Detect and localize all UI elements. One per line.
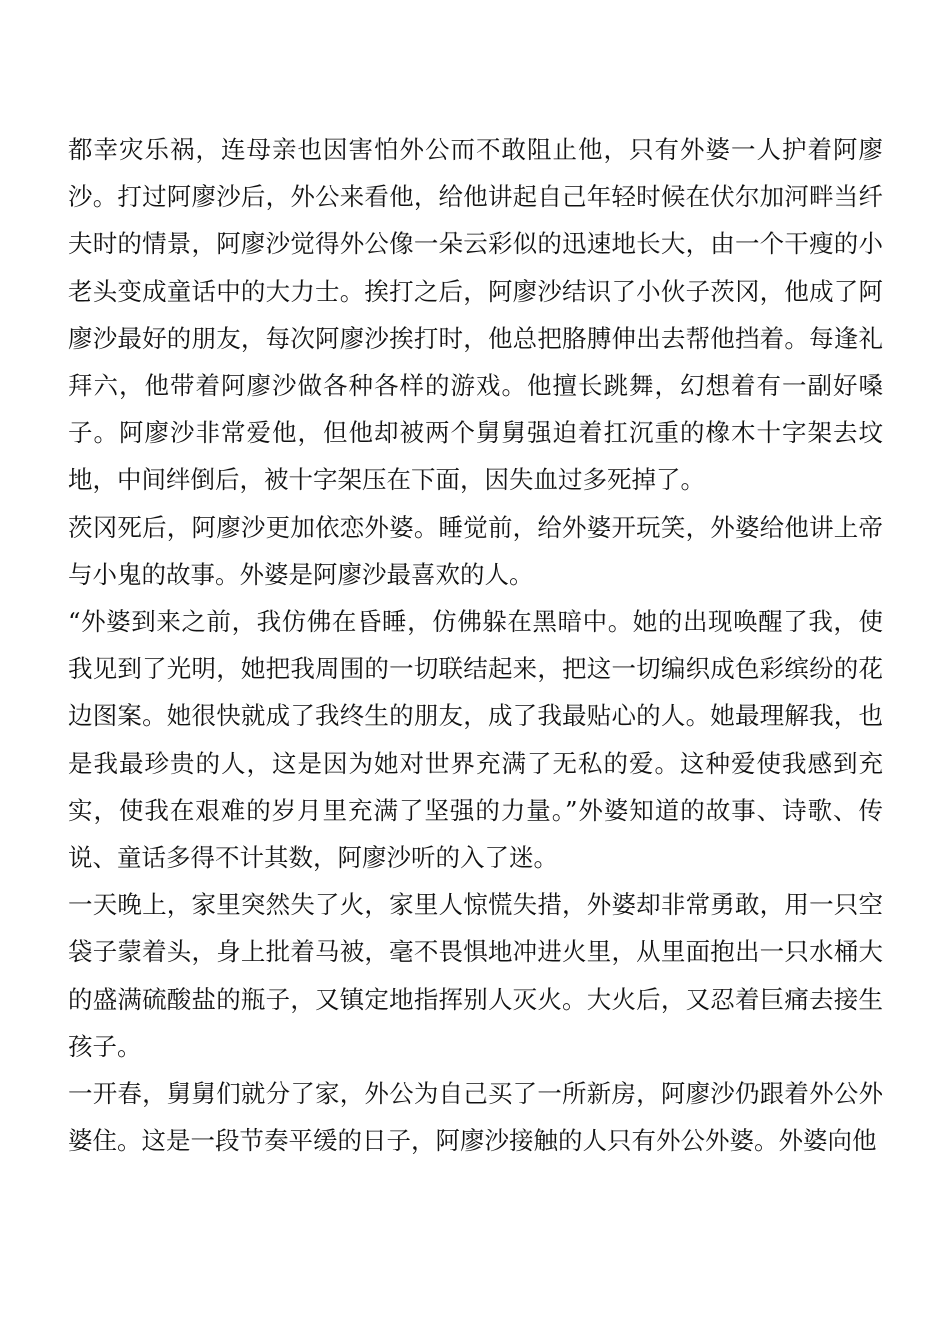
paragraph-1: 都幸灾乐祸，连母亲也因害怕外公而不敢阻止他，只有外婆一人护着阿廖沙。打过阿廖沙后，外公来看他，给他讲起自己年轻时候在伏尔加河畔当纤夫时的情景，阿廖沙觉得外公像一朵云彩似的迅速地长大，由一个干瘦的小老头变成童话中的大力士。挨打之后，阿廖沙结识了小伙子茨冈，他成了阿廖沙最好的朋友，每次阿廖沙挨打时，他总把胳膊伸出去帮他挡着。每逢礼拜六，他带着阿廖沙做各种各样的游戏。他擅长跳舞，幻想着有一副好嗓子。阿廖沙非常爱他，但他却被两个舅舅强迫着扛沉重的橡木十字架去坟地，中间绊倒后，被十字架压在下面，因失血过多死掉了。: [68, 135, 883, 495]
document-body: [68, 126, 883, 1164]
paragraph-3: “外婆到来之前，我仿佛在昏睡，仿佛躲在黑暗中。她的出现唤醒了我，使我见到了光明，她把我周围的一切联结起来，把这一切编织成色彩缤纷的花边图案。她很快就成了我终生的朋友，成了我最贴心的人。她最理解我，也是我最珍贵的人，这是因为她对世界充满了无私的爱。这种爱使我感到充实，使我在艰难的岁月里充满了坚强的力量。”外婆知道的故事、诗歌、传说、童话多得不计其数，阿廖沙听的入了迷。: [68, 607, 883, 873]
paragraph-5: 一开春，舅舅们就分了家，外公为自己买了一所新房，阿廖沙仍跟着外公外婆住。这是一段节奏平缓的日子，阿廖沙接触的人只有外公外婆。外婆向他: [68, 1079, 883, 1156]
paragraph-2: 茨冈死后，阿廖沙更加依恋外婆。睡觉前，给外婆开玩笑，外婆给他讲上帝与小鬼的故事。外婆是阿廖沙最喜欢的人。: [68, 512, 883, 589]
paragraph-4: 一天晚上，家里突然失了火，家里人惊慌失措，外婆却非常勇敢，用一只空袋子蒙着头，身上批着马被，毫不畏惧地冲进火里，从里面抱出一只水桶大的盛满硫酸盐的瓶子，又镇定地指挥别人灭火。大火后，又忍着巨痛去接生孩子。: [68, 890, 883, 1061]
